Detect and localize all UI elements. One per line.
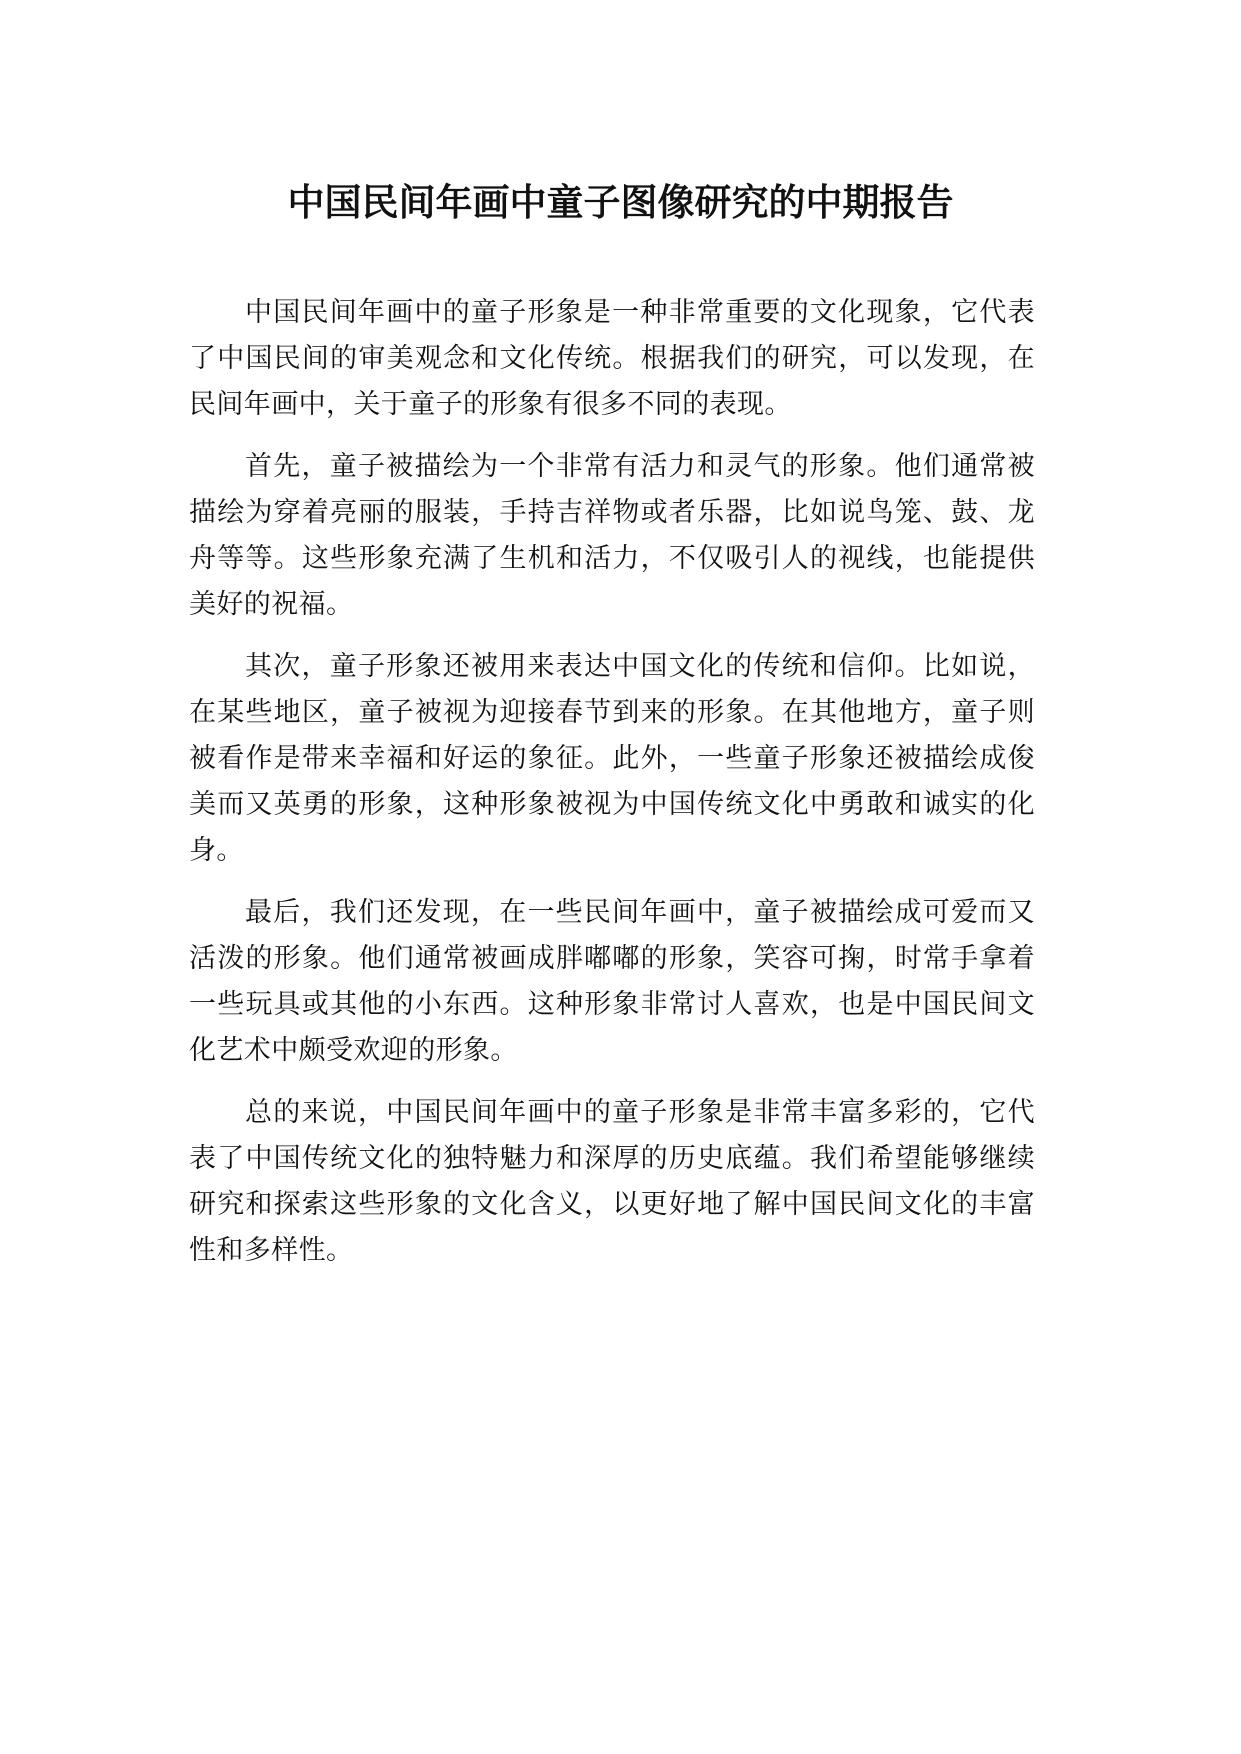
paragraph-intro: 中国民间年画中的童子形象是一种非常重要的文化现象，它代表了中国民间的审美观念和文化传统。根据我们的研究，可以发现，在民间年画中，关于童子的形象有很多不同的表现。	[189, 297, 1035, 420]
paragraph-last: 最后，我们还发现，在一些民间年画中，童子被描绘成可爱而又活泼的形象。他们通常被画成胖嘟嘟的形象，笑容可掬，时常手拿着一些玩具或其他的小东西。这种形象非常讨人喜欢，也是中国民间文化艺术中颇受欢迎的形象。	[189, 897, 1035, 1066]
paragraph-first: 首先，童子被描绘为一个非常有活力和灵气的形象。他们通常被描绘为穿着亮丽的服装，手持吉祥物或者乐器，比如说鸟笼、鼓、龙舟等等。这些形象充满了生机和活力，不仅吸引人的视线，也能提供美好的祝福。	[189, 451, 1035, 620]
paragraph-conclusion: 总的来说，中国民间年画中的童子形象是非常丰富多彩的，它代表了中国传统文化的独特魅力和深厚的历史底蕴。我们希望能够继续研究和探索这些形象的文化含义，以更好地了解中国民间文化的丰富性和多样性。	[189, 1097, 1035, 1266]
paragraph-second: 其次，童子形象还被用来表达中国文化的传统和信仰。比如说，在某些地区，童子被视为迎接春节到来的形象。在其他地方，童子则被看作是带来幸福和好运的象征。此外，一些童子形象还被描绘成俊美而又英勇的形象，这种形象被视为中国传统文化中勇敢和诚实的化身。	[189, 651, 1035, 866]
document-body	[189, 290, 1035, 1290]
document-title: 中国民间年画中童子图像研究的中期报告	[287, 181, 954, 224]
